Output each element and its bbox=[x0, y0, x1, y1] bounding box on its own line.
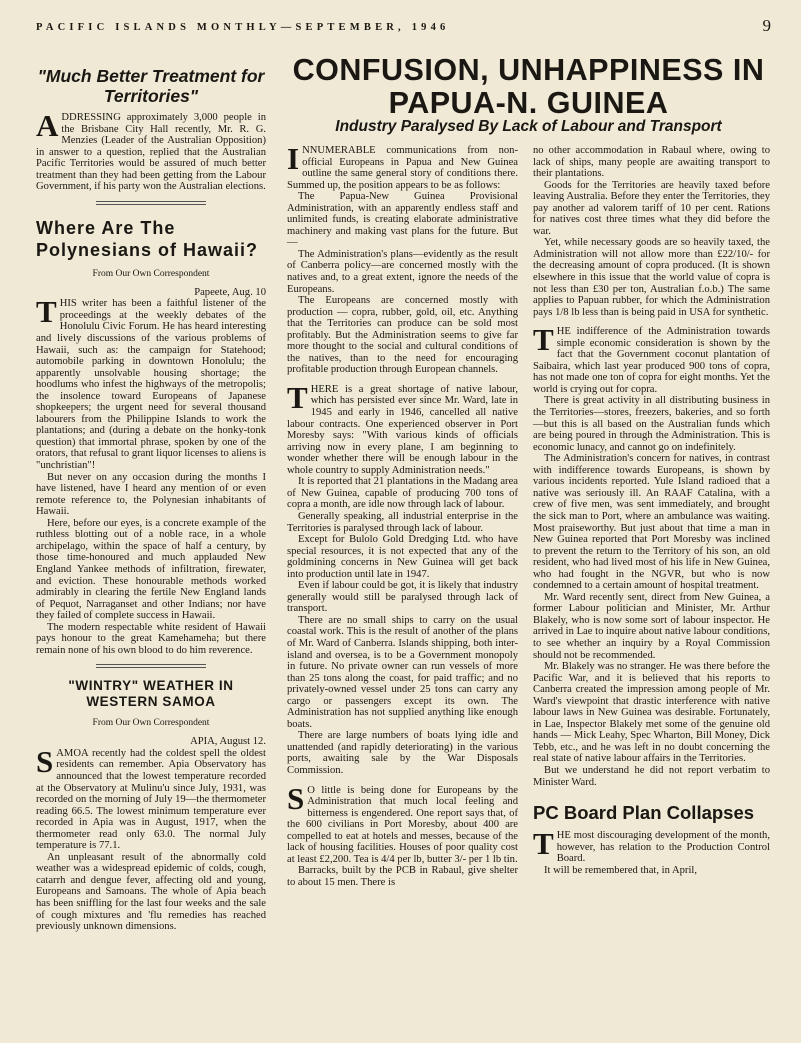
article2-paragraph: Here, before our eyes, is a concrete example of the ruthless blotting out of a noble race, in a whole archipelago, within the space of half a century, by those time-honoured and much applauded New England Yankee methods of infiltration, firewater, and eviction. These honourable methods worked admirably in clearing the fertile New England lands of Pequot, Narraganset and other Indians; nor have they failed of complete success in Hawaii. bbox=[36, 517, 266, 622]
headline-polynesians: Where Are The Polynesians of Hawaii? bbox=[36, 217, 259, 260]
main-paragraph: Barracks, built by the PCB in Rabaul, give shelter to about 15 men. There is bbox=[287, 865, 518, 888]
main-paragraph: THE indifference of the Administration towards simple economic consideration is shown by the fact that the Government coconut plantation of Saibaira, which last year produced 900 tons of copra, has not made one ton of copra for eight months. Yet the world is crying out for copra. bbox=[533, 322, 770, 395]
main-paragraph: But we understand he did not report verbatim to Minister Ward. bbox=[533, 764, 770, 788]
main-paragraph: It will be remembered that, in April, bbox=[544, 864, 697, 876]
main-paragraph: The Europeans are concerned mostly with production — copra, rubber, gold, oil, etc. Anything that the Territories can produce can be sold most profitably. But the Administration seems to give far more thought to the social and cultural conditions of the natives, than to the need for encouraging profitable production through European channels. bbox=[287, 295, 518, 376]
main-paragraph: Goods for the Territories are heavily taxed before leaving Australia. Before they enter the Territories, they pay another ad valorem tariff of 10 per cent. Rations for natives cost three times what they did before the war. bbox=[533, 179, 770, 237]
main-paragraph: Yet, while necessary goods are so heavily taxed, the Administration will not allow more than £22/10/- for the decreasing amount of copra produced. (It is shown elsewhere in this issue that the world value of copra is not less than £30 per ton, Australian f.o.b.) The same applies to Papuan rubber, for which the Administration pays 1/8 lb less than is being paid in USA for synthetic. bbox=[533, 237, 770, 318]
headline-pc-board: PC Board Plan Collapses bbox=[533, 802, 755, 824]
headline-better-treatment: "Much Better Treatment for Territories" bbox=[37, 66, 265, 106]
main-headline: CONFUSION, UNHAPPINESS IN PAPUA-N. GUINEA bbox=[292, 53, 765, 120]
article3-paragraph: SAMOA recently had the coldest spell the oldest residents can remember. Apia Observatory has announced that the lowest temperature recorded at the Observatory at Mulinu'u since July, 1931, was recorded on the morning of July 19—the thermometer reading 66.5. The lowest minimum temperature ever recorded in Apia was in August, 1917, when the thermometer read only 63.0. The normal July temperature is 77.1. bbox=[36, 743, 266, 852]
main-paragraph: Mr. Ward recently sent, direct from New Guinea, a former Labour politician and Minister, Mr. Arthur Blakely, who is now some sort of labour inspector. He arrived in Lae to inquire about native labour conditions, to see whether an inquiry by a Royal Commission should not be recommended. bbox=[533, 591, 770, 661]
main-paragraph: Mr. Blakely was no stranger. He was there before the Pacific War, and it is believed that his reports to Canberra created the impression among people of Mr. Ward's viewpoint that drastic interference with native labour laws in New Guinea was desirable. Fortunately, in Lae, Inspector Blakely met some of the genuine old hands — Mick Leahy, Spec Wharton, Bill Money, Dick Tebb, etc., and he was left in no doubt concerning the real state of native labour affairs in the Territories. bbox=[533, 661, 770, 765]
main-paragraph: S O little is being done for Europeans by the Administration that much local feeling and bitterness is engendered. One report says that, of the 600 civilians in Port Moresby, about 400 are compelled to eat at hotels and messes, because of the lack of housing facilities. Houses of poor quality cost at least £2,200. Tea is 4/4 per lb, butter 3/- per 1 lb tin. bbox=[287, 780, 518, 865]
dateline: Papeete, Aug. 10 bbox=[194, 286, 266, 298]
running-head bbox=[36, 16, 771, 35]
main-paragraph: no other accommodation in Rabaul where, owing to lack of ships, many people are awaiting transport to their plantations. bbox=[533, 145, 770, 180]
right-column bbox=[533, 145, 770, 876]
left-column bbox=[36, 60, 266, 933]
divider bbox=[96, 664, 206, 668]
article2-paragraph: THIS writer has been a faithful listener of the proceedings at the weekly debates of the Honolulu Civic Forum. He has heard interesting and lively discussions of the various problems of Hawaii, such as: the campaign for Statehood; automobile parking in downtown Honolulu; the apparently unsolvable housing shortage; the hoodlums who infest the highways of the metropolis; the insolence toward Europeans of Japanese shopkeepers; the urgent need for several thousand labourers from the Philippine Islands to work the plantations; and (during a debate on the honky-tonk question) that immortal phrase, spoken by one of the orators, that refusal to grant liquor licenses to aliens is "unchristian"! bbox=[36, 294, 266, 472]
byline: From Our Own Correspondent bbox=[92, 718, 210, 729]
byline: From Our Own Correspondent bbox=[92, 268, 210, 279]
drop-cap: A bbox=[36, 108, 59, 143]
drop-cap: T bbox=[533, 826, 554, 862]
main-paragraph: THERE is a great shortage of native labour, which has persisted ever since Mr. Ward, late in 1945 and early in 1946, cancelled all native labour contracts. One experienced observer in Port Moresby says: "With various kinds of officials arriving now in every plane, I am beginning to wonder whether there will be enough labour in the whole country to supply Administration needs." bbox=[287, 379, 518, 476]
article1-paragraph: ADDRESSING approximately 3,000 people in the Brisbane City Hall recently, Mr. R. G. Menzies (Leader of the Australian Opposition) in answer to a question, replied that the Australian Pacific Territories would be assured of much better treatment than they had been getting from the Labour Government, if his party won the Australian elections. bbox=[36, 108, 266, 193]
main-paragraph: There are large numbers of boats lying idle and unattended (and rapidly deteriorating) in the various ports, awaiting sale by the War Disposals Commission. bbox=[287, 730, 518, 776]
main-paragraph: The Papua-New Guinea Provisional Administration, with an apparently endless staff and unlimited funds, is creating elaborate administrative machinery and making vast plans for the future. But— bbox=[287, 191, 518, 249]
drop-cap: T bbox=[36, 294, 57, 330]
main-paragraph: Generally speaking, all industrial enterprise in the Territories is paralysed through lack of labour. bbox=[287, 510, 518, 534]
divider bbox=[96, 201, 206, 205]
drop-cap: S bbox=[36, 743, 54, 779]
main-paragraph: It is reported that 21 plantations in the Madang area of New Guinea, capable of producing 700 tons of copra a month, are idle now through lack of labour. bbox=[287, 476, 518, 511]
main-paragraph: Even if labour could be got, it is likely that industry generally would still be paralysed through lack of transport. bbox=[287, 580, 518, 615]
main-paragraph: The Administration's plans—evidently as the result of Canberra policy—are concerned mostly with the natives and, to a great extent, ignore the needs of the Europeans. bbox=[287, 248, 518, 295]
main-paragraph: INNUMERABLE communications from non-official Europeans in Papua and New Guinea outline the same general story of conditions there. Summed up, the position appears to be as follows: bbox=[287, 141, 518, 191]
drop-cap: T bbox=[287, 379, 308, 415]
main-paragraph: There are no small ships to carry on the usual coastal work. This is the result of another of the plans of Mr. Ward of Canberra. Islands shipping, both inter-island and oversea, is to be a Government monopoly in future. No private owner can run vessels of more than 25 tons along the coast, for paid traffic; and no privately-owned vessel under 25 tons can carry any cargo or passengers except its own. The Administration has not supplied anything like enough boats. bbox=[287, 614, 518, 730]
main-paragraph: The Administration's concern for natives, in contrast with indifference towards Europeans, is shown by various incidents reported. Yule Island radioed that a native was seriously ill. An RAAF Catalina, with a crew of five men, was sent immediately, and brought the sick man to Port, where an ambulance was waiting. Most praiseworthy. But just about that time a man in New Guinea reported that Port Moresby was inclined to prevent the return to the Territory of his son, an old resident, who had lived most of his life in New Guinea, who had fought in the NGVR, but who is now condemned to a certain amount of hospital treatment. bbox=[533, 453, 770, 592]
headline-wintry-weather: "WINTRY" WEATHER IN WESTERN SAMOA bbox=[68, 678, 234, 710]
middle-column bbox=[287, 141, 518, 888]
dateline: APIA, August 12. bbox=[190, 736, 266, 748]
main-paragraph: There is great activity in all distributing business in the Territories—stores, freezers, bakeries, and so forth—but this is all based on the Australian funds which are being poured in through the Administration. This is economic lunacy, and cannot go on indefinitely. bbox=[533, 395, 770, 453]
drop-cap: I bbox=[287, 141, 300, 176]
drop-cap: S bbox=[287, 780, 305, 816]
drop-cap: T bbox=[533, 322, 554, 358]
article3-paragraph: An unpleasant result of the abnormally cold weather was a widespread epidemic of colds, cough, catarrh and dengue fever, affecting old and young, Europeans and Samoans. The whole of Apia beach has been sniffling for the last four weeks and the sale of cough mixtures and 'flu remedies has reached previously unknown dimensions. bbox=[36, 851, 266, 933]
article2-paragraph: But never on any occasion during the months I have listened, have I heard any mention of or even remote reference to, the Polynesian inhabitants of Hawaii. bbox=[36, 471, 266, 518]
main-paragraph: THE most discouraging development of the month, however, has relation to the Production Control Board. bbox=[533, 826, 770, 865]
main-paragraph: Except for Bulolo Gold Dredging Ltd. who have special resources, it is not expected that any of the goldmining concerns in New Guinea will get back into production until late in 1947. bbox=[287, 534, 518, 580]
page-number: 9 bbox=[762, 16, 771, 35]
article2-paragraph: The modern respectable white resident of Hawaii pays honour to the great Kamehameha; but there remain none of his own blood to do him reverence. bbox=[36, 621, 266, 656]
main-subheadline: Industry Paralysed By Lack of Labour and Transport bbox=[335, 118, 722, 135]
running-head-title: PACIFIC ISLANDS MONTHLY—SEPTEMBER, 1946 bbox=[36, 22, 450, 33]
